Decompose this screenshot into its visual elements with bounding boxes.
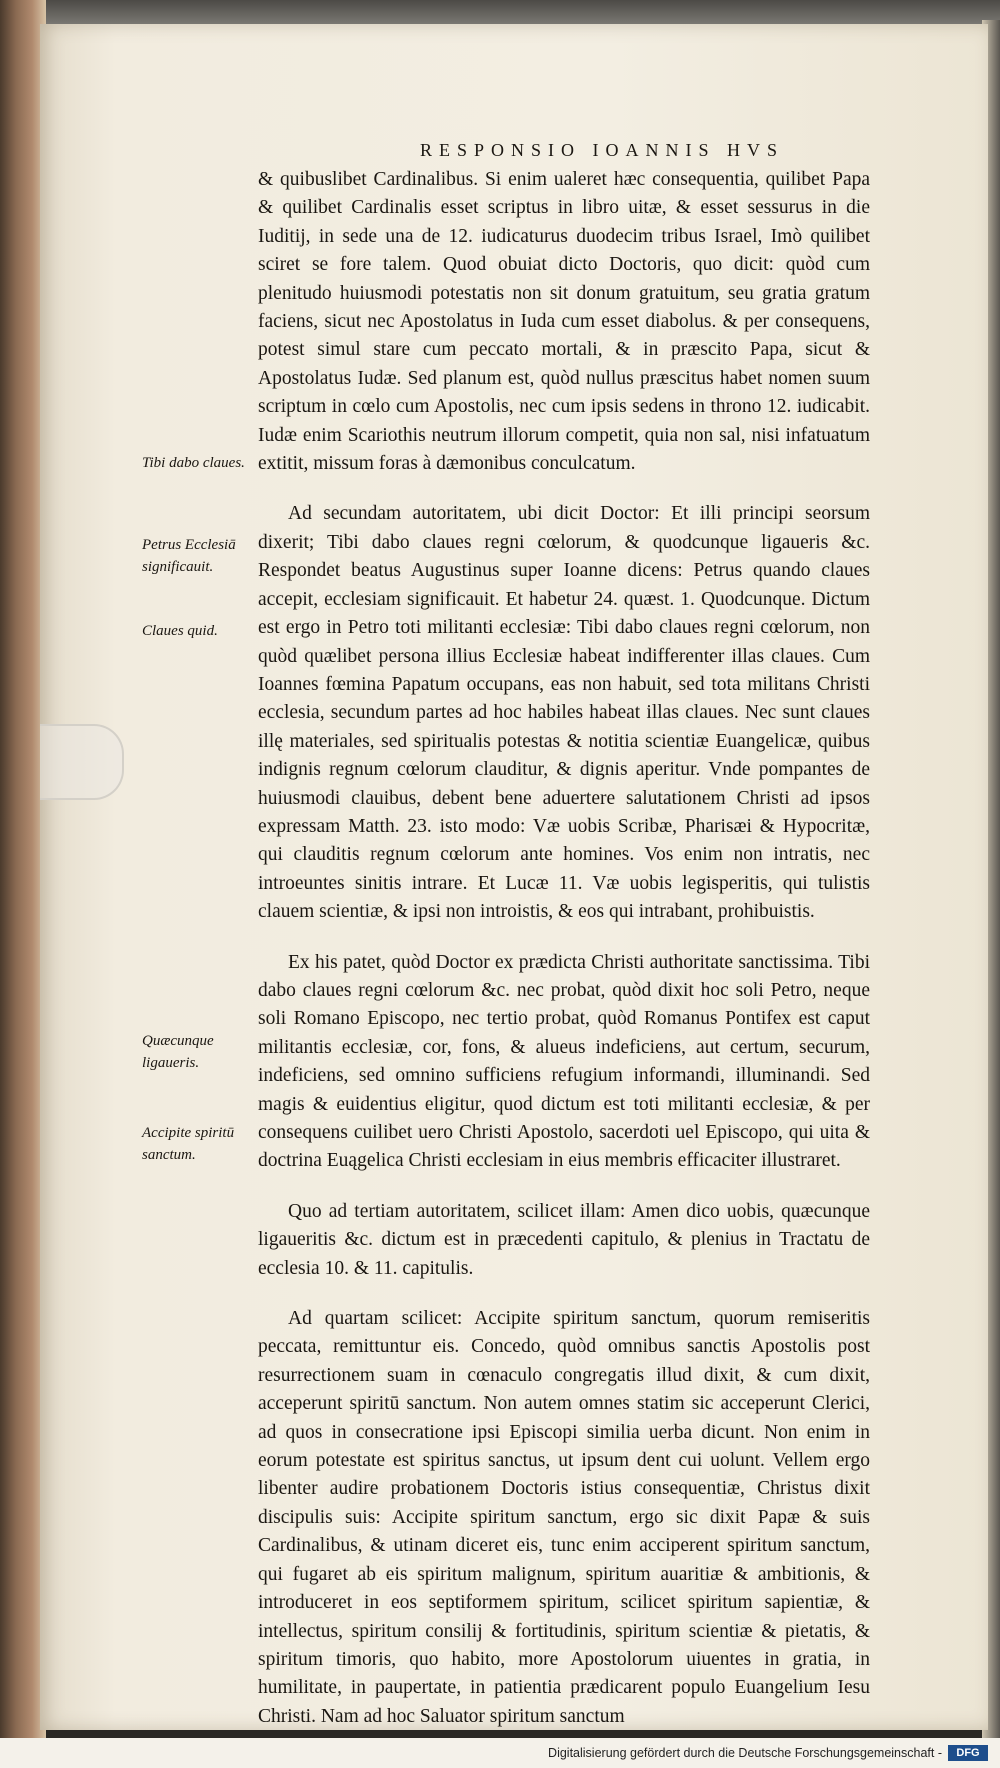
dfg-logo: DFG <box>948 1745 988 1761</box>
page-tab-marker <box>40 724 124 800</box>
footer-credit: Digitalisierung gefördert durch die Deutsche Forschungsgemeinschaft - <box>548 1746 942 1760</box>
margin-note-quaecunque: Quæcunque ligaueris. <box>142 1033 214 1071</box>
paragraph-4: Quo ad tertiam autoritatem, scilicet illam: Amen dico uobis, quæcunque ligaueritis &c. dictum est in præcedenti capitulo, & plenius in Tractatu de ecclesia 10. & 11. capitulis. <box>258 1200 870 1279</box>
margin-note-petrus: Petrus Ecclesiā significauit. <box>142 537 236 575</box>
margin-note-tibi-dabo: Tibi dabo claues. <box>142 455 245 471</box>
running-head: RESPONSIO IOANNIS HVS <box>420 140 785 160</box>
body-text <box>258 166 870 1753</box>
paragraph-3: Ex his patet, quòd Doctor ex prædicta Christi authoritate sanctissima. Tibi dabo claues regni cœlorum &c. nec probat, quòd dixit hoc soli Petro, neque soli Romano Episcopo, nec tertio probat, quòd Romanus Pontifex est caput militantis ecclesiæ, cor, fons, & alueus indeficiens, aut certum, securum, indeficiens, sed omnino sufficiens refugium informandi, illuminandi. Sed magis & euidentius eligitur, quod dictum est toti militanti ecclesiæ, & per consequens cuilibet uero Christi Apostolo, sacerdoti uel Episcopo, qui uita & doctrina Euągelica Christi ecclesiam in eius membris efficaciter illustraret. <box>258 951 870 1172</box>
paragraph-5: Ad quartam scilicet: Accipite spiritum sanctum, quorum remiseritis peccata, remittuntur eis. Concedo, quòd omnibus sanctis Apostolis post resurrectionem suam in cœnaculo congregatis illud dixit, & cum dixit, acceperunt spiritū sanctum. Non autem omnes statim sic acceperunt Clerici, ad quos in consecratione ipsi Episcopi similia uerba dicunt. Non enim in eorum potestate est spiritus sanctus, ut ipsum dent cui uolunt. Vellem ergo libenter audire probationem Doctoris istius consequentiæ, Christus dixit discipulis suis: Accipite spiritum sanctum, ergo sic dixit Papæ & suis Cardinalibus, & utinam diceret eis, tunc enim acciperent spiritum sanctum, qui fugaret ab eis spiritum malignum, spiritum auaritiæ & ambitionis, & introduceret in eos septiformem spiritum, scilicet spiritum sapientiæ, & intellectus, spiritum consilij & fortitudinis, spiritum scientiæ & pietatis, & spiritum timoris, quo habito, more Apostolorum uiuentes in gratia, in humilitate, in paupertate, in patientia prædicarent populo Euangelium Iesu Christi. Nam ad hoc Saluator spiritum sanctum <box>258 1308 870 1727</box>
margin-note-claues: Claues quid. <box>142 623 218 639</box>
paragraph-1: & quibuslibet Cardinalibus. Si enim ualeret hæc consequentia, quilibet Papa & quilibet Cardinalis esset scriptus in libro uitæ, & esset sessurus in die Iuditij, in sede una de 12. iudicaturus duodecim tribus Israel, Imò quilibet sciret se fore talem. Quod obuiat dicto Doctoris, quo dicit: quòd cum plenitudo huiusmodi potestatis non sit donum gratuitum, seu gratia gratum faciens, sicut nec Apostolatus in Iuda cum esset diabolus. & per consequens, potest simul stare cum peccato mortali, & in præscito Papa, sicut & Apostolatus Iudæ. Sed planum est, quòd nullus præscitus habet nomen suum scriptum in cœlo cum Apostolis, nec cum ipsis sedens in throno 12. iudicabit. Iudæ enim Scariothis neutrum illorum competit, quia non sal, nisi infatuatum extitit, missum foras à dæmonibus conculcatum. <box>258 169 870 475</box>
margin-note-accipite: Accipite spiritū sanctum. <box>142 1125 235 1163</box>
paragraph-2: Ad secundam autoritatem, ubi dicit Doctor: Et illi principi seorsum dixerit; Tibi dabo claues regni cœlorum, & quodcunque ligaueris &c. Respondet beatus Augustinus super Ioanne dicens: Petrus quando claues accepit, ecclesiam significauit. Et habetur 24. quæst. 1. Quodcunque. Dictum est ergo in Petro toti militanti ecclesiæ: Tibi dabo claues regni cœlorum, non quòd quælibet persona illius Ecclesiæ habeat indifferenter illas claues. Cum Ioannes fœmina Papatum occupans, eas non habuit, sed tota militans Christi ecclesia, secundum partes ad hoc habiles habeat illas claues. Nec sunt claues illę materiales, sed spiritualis potestas & notitia scientiæ Euangelicæ, quibus indignis regnum cœlorum clauditur, & dignis aperitur. Vnde pompantes de huiusmodi clauibus, debent bene aduertere salutationem Christi ad ipsos expressam Matth. 23. isto modo: Væ uobis Scribæ, Pharisæi & Hypocritæ, qui clauditis regnum cœlorum ante homines. Vos enim non intratis, nec introeuntes sinitis intrare. Et Lucæ 11. Væ uobis legisperitis, qui tulistis clauem scientiæ, & ipsi non introistis, & eos qui intrabant, prohibuistis. <box>258 503 870 923</box>
